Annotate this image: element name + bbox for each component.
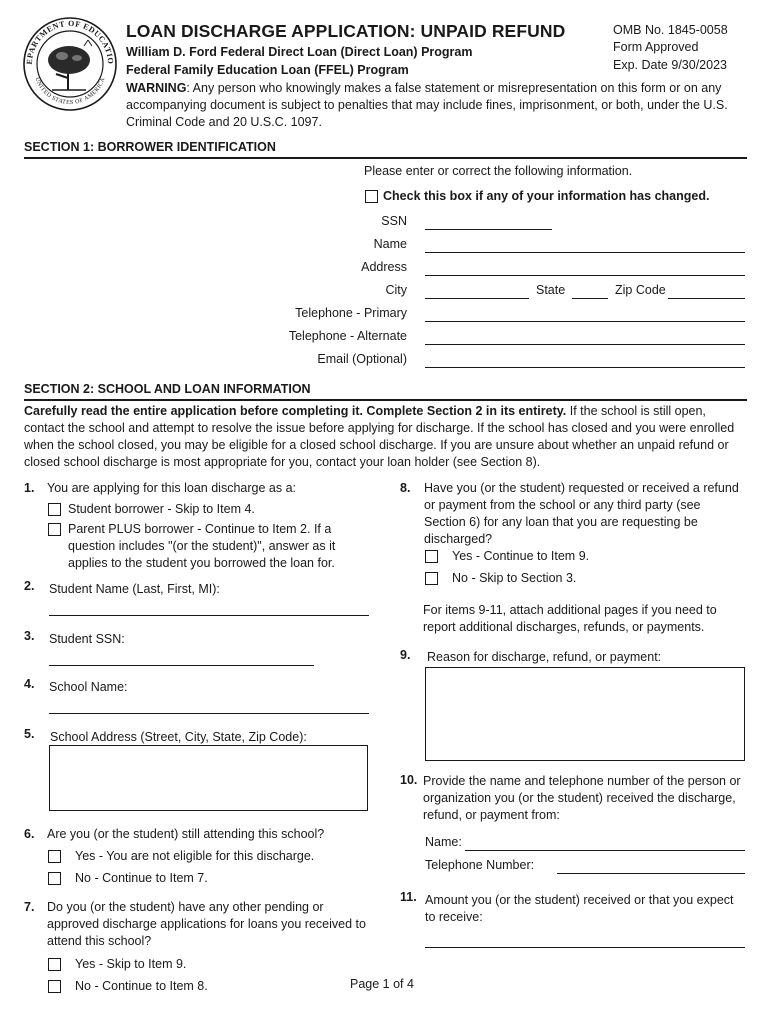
- section-2-rule: [24, 399, 747, 401]
- student-name-field[interactable]: [49, 615, 369, 616]
- item-1-question: You are applying for this loan discharge as a:: [47, 481, 297, 495]
- items-9-11-note: For items 9-11, attach additional pages if you need to report additional discharges, refunds, or payments.: [423, 603, 717, 634]
- email-field[interactable]: [425, 367, 745, 368]
- address-field[interactable]: [425, 275, 745, 276]
- program-line-2: Federal Family Education Loan (FFEL) Program: [126, 63, 409, 77]
- item-1-parent-plus-label: Parent PLUS borrower - Continue to Item 2. If a question includes "(or the student)", answer as it applies to the student you borrowed the loan for.: [68, 522, 336, 570]
- item-10-name-label: Name:: [425, 835, 462, 849]
- item-11-question: Amount you (or the student) received or that you expect to receive:: [425, 893, 734, 924]
- section-2-intro: [24, 403, 746, 471]
- item-7-yes-checkbox[interactable]: [48, 958, 61, 971]
- item-11-amount-field[interactable]: [425, 947, 745, 948]
- item-6-no-checkbox[interactable]: [48, 872, 61, 885]
- item-7-no-checkbox[interactable]: [48, 980, 61, 993]
- item-2-question: Student Name (Last, First, MI):: [49, 582, 220, 596]
- zip-field[interactable]: [668, 298, 745, 299]
- item-1-parent-plus-checkbox[interactable]: [48, 523, 61, 536]
- item-8-no-checkbox[interactable]: [425, 572, 438, 585]
- city-label: City: [385, 283, 407, 297]
- item-4-number: 4.: [24, 677, 35, 691]
- item-5-number: 5.: [24, 727, 35, 741]
- form-approved: Form Approved: [613, 40, 699, 54]
- page-number: Page 1 of 4: [350, 977, 414, 991]
- seal-text-bottom: UNITED STATES OF AMERICA: [33, 76, 107, 107]
- item-8-yes-checkbox[interactable]: [425, 550, 438, 563]
- state-field[interactable]: [572, 298, 608, 299]
- program-line-1: William D. Ford Federal Direct Loan (Direct Loan) Program: [126, 45, 473, 59]
- item-3-number: 3.: [24, 629, 35, 643]
- form-title: LOAN DISCHARGE APPLICATION: UNPAID REFUND: [126, 21, 566, 41]
- item-8-no-label: No - Skip to Section 3.: [452, 571, 577, 585]
- tel-primary-label: Telephone - Primary: [295, 306, 407, 320]
- item-1-student-borrower-label: Student borrower - Skip to Item 4.: [68, 502, 255, 516]
- section-1-instruction: Please enter or correct the following information.: [364, 164, 633, 178]
- school-address-box[interactable]: [49, 745, 368, 811]
- item-6-number: 6.: [24, 827, 35, 841]
- reason-box[interactable]: [425, 667, 745, 761]
- department-of-education-seal: [22, 16, 118, 112]
- tel-alternate-field[interactable]: [425, 344, 745, 345]
- item-1-number: 1.: [24, 481, 35, 495]
- expiration-date: Exp. Date 9/30/2023: [613, 58, 727, 72]
- item-8-question: Have you (or the student) requested or received a refund or payment from the school or any third party (see Section 6) for any loan that you are requesting be discharged?: [424, 481, 739, 546]
- item-7-no-label: No - Continue to Item 8.: [75, 979, 208, 993]
- item-6-no-label: No - Continue to Item 7.: [75, 871, 208, 885]
- state-label: State: [536, 283, 566, 297]
- section-2-intro-bold: Carefully read the entire application before completing it. Complete Section 2 in its entirety.: [24, 404, 567, 418]
- ssn-label: SSN: [381, 214, 407, 228]
- item-10-question: Provide the name and telephone number of the person or organization you (or the student) received the discharge, refund, or payment from:: [423, 774, 741, 822]
- warning-statement: [126, 80, 741, 131]
- item-1-student-borrower-checkbox[interactable]: [48, 503, 61, 516]
- address-label: Address: [361, 260, 407, 274]
- section-2-heading: SECTION 2: SCHOOL AND LOAN INFORMATION: [24, 382, 311, 396]
- item-11-number: 11.: [400, 890, 417, 904]
- item-7-number: 7.: [24, 900, 35, 914]
- item-8-yes-label: Yes - Continue to Item 9.: [452, 549, 590, 563]
- school-name-field[interactable]: [49, 713, 369, 714]
- tel-alternate-label: Telephone - Alternate: [288, 329, 407, 343]
- student-ssn-field[interactable]: [49, 665, 314, 666]
- warning-label: WARNING: [126, 81, 187, 95]
- city-field[interactable]: [425, 298, 529, 299]
- item-10-tel-label: Telephone Number:: [425, 858, 535, 872]
- item-5-question: School Address (Street, City, State, Zip Code):: [50, 730, 307, 744]
- ssn-field[interactable]: [425, 229, 552, 230]
- tel-primary-field[interactable]: [425, 321, 745, 322]
- section-2-intro-text: If the school is still open, contact the school and attempt to resolve the issue before applying for discharge. If the school has closed and you were enrolled when the school closed, you may be eligible for a closed school discharge. If you are unsure about whether an unpaid refund or closed school discharge is most appropriate for you, contact your loan holder (see Section 8).: [24, 404, 735, 469]
- item-7-yes-label: Yes - Skip to Item 9.: [75, 957, 187, 971]
- item-9-question: Reason for discharge, refund, or payment:: [427, 650, 662, 664]
- item-6-yes-checkbox[interactable]: [48, 850, 61, 863]
- item-10-tel-field[interactable]: [557, 873, 745, 874]
- info-changed-label: Check this box if any of your information has changed.: [383, 189, 710, 203]
- item-6-question: Are you (or the student) still attending this school?: [47, 827, 325, 841]
- item-7-question: Do you (or the student) have any other pending or approved discharge applications for loans you received to attend this school?: [47, 900, 366, 948]
- item-3-question: Student SSN:: [49, 632, 125, 646]
- omb-number: OMB No. 1845-0058: [613, 23, 728, 37]
- item-9-number: 9.: [400, 648, 411, 662]
- warning-text: : Any person who knowingly makes a false statement or misrepresentation on this form or on any accompanying document is subject to penalties that may include fines, imprisonment, or both, under the U.S. Criminal Code and 20 U.S.C. 1097.: [126, 81, 728, 129]
- item-4-question: School Name:: [49, 680, 128, 694]
- item-8-number: 8.: [400, 481, 411, 495]
- item-6-yes-label: Yes - You are not eligible for this discharge.: [75, 849, 315, 863]
- item-10-number: 10.: [400, 773, 418, 787]
- item-10-name-field[interactable]: [465, 850, 745, 851]
- seal-text-top: EPARTMENT OF EDUCATIO: [24, 18, 116, 65]
- name-field[interactable]: [425, 252, 745, 253]
- email-label: Email (Optional): [317, 352, 407, 366]
- section-1-rule: [24, 157, 747, 159]
- name-label: Name: [373, 237, 407, 251]
- section-1-heading: SECTION 1: BORROWER IDENTIFICATION: [24, 140, 276, 154]
- info-changed-checkbox[interactable]: [365, 190, 378, 203]
- zip-label: Zip Code: [615, 283, 666, 297]
- item-2-number: 2.: [24, 579, 35, 593]
